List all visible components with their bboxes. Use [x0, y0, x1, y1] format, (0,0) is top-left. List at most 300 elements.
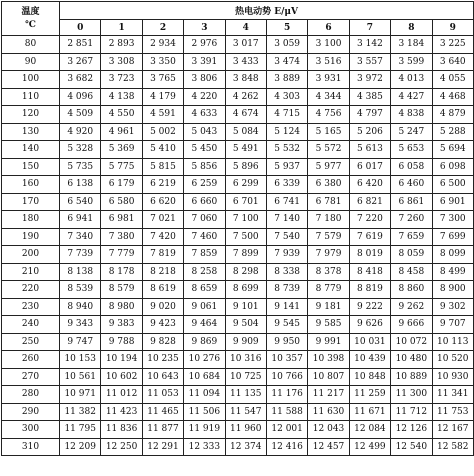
emf-value-cell: 2 976 — [184, 36, 225, 54]
emf-value-cell: 6 179 — [101, 176, 142, 194]
emf-value-cell: 3 391 — [184, 53, 225, 71]
emf-value-cell: 6 981 — [101, 211, 142, 229]
emf-value-cell: 4 550 — [101, 106, 142, 124]
emf-value-cell: 12 209 — [60, 438, 101, 456]
column-header-8: 8 — [391, 20, 432, 36]
table-row — [2, 123, 474, 141]
temperature-cell: 130 — [2, 123, 60, 141]
emf-value-cell: 12 374 — [225, 438, 266, 456]
emf-value-cell: 10 520 — [432, 351, 474, 369]
emf-value-cell: 3 848 — [225, 71, 266, 89]
emf-value-cell: 12 001 — [266, 421, 307, 439]
emf-value-cell: 5 165 — [308, 123, 349, 141]
emf-value-cell: 6 500 — [432, 176, 474, 194]
emf-value-cell: 12 291 — [142, 438, 183, 456]
emf-value-cell: 5 775 — [101, 158, 142, 176]
emf-value-cell: 10 602 — [101, 368, 142, 386]
temperature-cell: 230 — [2, 298, 60, 316]
emf-value-cell: 7 859 — [184, 246, 225, 264]
column-header-row — [2, 20, 474, 36]
column-header-2: 2 — [142, 20, 183, 36]
emf-value-cell: 12 167 — [432, 421, 474, 439]
emf-value-cell: 10 684 — [184, 368, 225, 386]
table-row — [2, 316, 474, 334]
emf-value-cell: 4 797 — [349, 106, 390, 124]
emf-value-cell: 6 620 — [142, 193, 183, 211]
emf-value-cell: 10 561 — [60, 368, 101, 386]
emf-value-cell: 9 788 — [101, 333, 142, 351]
emf-value-cell: 4 179 — [142, 88, 183, 106]
emf-value-cell: 6 741 — [266, 193, 307, 211]
emf-value-cell: 4 138 — [101, 88, 142, 106]
emf-value-cell: 8 418 — [349, 263, 390, 281]
emf-value-cell: 12 499 — [349, 438, 390, 456]
emf-value-cell: 8 019 — [349, 246, 390, 264]
temperature-cell: 180 — [2, 211, 60, 229]
emf-value-cell: 5 532 — [266, 141, 307, 159]
emf-value-cell: 11 795 — [60, 421, 101, 439]
emf-value-cell: 4 220 — [184, 88, 225, 106]
emf-value-cell: 9 747 — [60, 333, 101, 351]
emf-value-cell: 7 420 — [142, 228, 183, 246]
emf-value-cell: 4 468 — [432, 88, 474, 106]
emf-value-cell: 3 640 — [432, 53, 474, 71]
emf-value-cell: 4 262 — [225, 88, 266, 106]
emf-value-cell: 6 259 — [184, 176, 225, 194]
emf-value-cell: 7 260 — [391, 211, 432, 229]
temperature-cell: 90 — [2, 53, 60, 71]
emf-value-cell: 10 357 — [266, 351, 307, 369]
emf-value-cell: 6 660 — [184, 193, 225, 211]
emf-value-cell: 11 671 — [349, 403, 390, 421]
temperature-cell: 260 — [2, 351, 60, 369]
emf-value-cell: 10 439 — [349, 351, 390, 369]
emf-value-cell: 3 682 — [60, 71, 101, 89]
emf-value-cell: 3 059 — [266, 36, 307, 54]
emf-value-cell: 9 828 — [142, 333, 183, 351]
table-row — [2, 298, 474, 316]
emf-value-cell: 8 940 — [60, 298, 101, 316]
emf-value-cell: 9 020 — [142, 298, 183, 316]
emf-value-cell: 5 937 — [266, 158, 307, 176]
emf-value-cell: 3 723 — [101, 71, 142, 89]
table-row — [2, 141, 474, 159]
emf-value-cell: 6 861 — [391, 193, 432, 211]
emf-value-cell: 11 053 — [142, 386, 183, 404]
temperature-unit: ℃ — [25, 19, 36, 30]
emf-value-cell: 9 950 — [266, 333, 307, 351]
emf-value-cell: 6 460 — [391, 176, 432, 194]
emf-value-cell: 8 819 — [349, 281, 390, 299]
emf-value-cell: 11 259 — [349, 386, 390, 404]
emf-value-cell: 10 276 — [184, 351, 225, 369]
emf-value-cell: 7 340 — [60, 228, 101, 246]
emf-value-cell: 9 302 — [432, 298, 474, 316]
table-row — [2, 88, 474, 106]
emf-value-cell: 7 220 — [349, 211, 390, 229]
emf-value-cell: 2 893 — [101, 36, 142, 54]
emf-value-cell: 5 491 — [225, 141, 266, 159]
emf-value-cell: 7 779 — [101, 246, 142, 264]
temperature-cell: 100 — [2, 71, 60, 89]
emf-value-cell: 8 900 — [432, 281, 474, 299]
table-row — [2, 228, 474, 246]
emf-value-cell: 5 977 — [308, 158, 349, 176]
emf-value-cell: 5 815 — [142, 158, 183, 176]
temperature-cell: 200 — [2, 246, 60, 264]
emf-value-cell: 12 582 — [432, 438, 474, 456]
emf-value-cell: 7 819 — [142, 246, 183, 264]
emf-value-cell: 12 540 — [391, 438, 432, 456]
thermocouple-emf-table — [1, 1, 474, 456]
temperature-cell: 160 — [2, 176, 60, 194]
emf-value-cell: 4 096 — [60, 88, 101, 106]
emf-value-cell: 12 333 — [184, 438, 225, 456]
emf-value-cell: 3 474 — [266, 53, 307, 71]
emf-value-cell: 5 124 — [266, 123, 307, 141]
emf-value-cell: 8 378 — [308, 263, 349, 281]
emf-value-cell: 10 807 — [308, 368, 349, 386]
emf-value-cell: 9 101 — [225, 298, 266, 316]
temperature-cell: 80 — [2, 36, 60, 54]
emf-value-cell: 7 979 — [308, 246, 349, 264]
emf-value-cell: 11 341 — [432, 386, 474, 404]
temperature-cell: 240 — [2, 316, 60, 334]
emf-value-cell: 3 931 — [308, 71, 349, 89]
emf-value-cell: 9 707 — [432, 316, 474, 334]
emf-value-cell: 3 765 — [142, 71, 183, 89]
emf-value-cell: 6 219 — [142, 176, 183, 194]
emf-value-cell: 9 666 — [391, 316, 432, 334]
table-row — [2, 158, 474, 176]
emf-value-cell: 10 725 — [225, 368, 266, 386]
emf-value-cell: 6 380 — [308, 176, 349, 194]
emf-value-cell: 5 288 — [432, 123, 474, 141]
emf-value-cell: 10 194 — [101, 351, 142, 369]
emf-value-cell: 3 972 — [349, 71, 390, 89]
emf-value-cell: 11 465 — [142, 403, 183, 421]
emf-value-cell: 9 181 — [308, 298, 349, 316]
emf-value-cell: 8 980 — [101, 298, 142, 316]
emf-value-cell: 3 806 — [184, 71, 225, 89]
column-header-6: 6 — [308, 20, 349, 36]
temperature-cell: 140 — [2, 141, 60, 159]
table-row — [2, 386, 474, 404]
emf-value-cell: 9 061 — [184, 298, 225, 316]
emf-value-cell: 4 674 — [225, 106, 266, 124]
emf-value-cell: 10 971 — [60, 386, 101, 404]
emf-value-cell: 4 961 — [101, 123, 142, 141]
temperature-cell: 170 — [2, 193, 60, 211]
emf-value-cell: 12 250 — [101, 438, 142, 456]
emf-value-cell: 8 619 — [142, 281, 183, 299]
emf-value-cell: 11 547 — [225, 403, 266, 421]
emf-value-cell: 3 142 — [349, 36, 390, 54]
emf-value-cell: 8 499 — [432, 263, 474, 281]
emf-value-cell: 11 588 — [266, 403, 307, 421]
emf-value-cell: 9 991 — [308, 333, 349, 351]
emf-value-cell: 7 100 — [225, 211, 266, 229]
column-header-9: 9 — [432, 20, 474, 36]
table-row — [2, 438, 474, 456]
emf-value-cell: 7 699 — [432, 228, 474, 246]
emf-value-cell: 8 458 — [391, 263, 432, 281]
emf-value-cell: 5 043 — [184, 123, 225, 141]
emf-value-cell: 8 659 — [184, 281, 225, 299]
emf-value-cell: 7 659 — [391, 228, 432, 246]
emf-value-cell: 10 398 — [308, 351, 349, 369]
emf-value-cell: 3 017 — [225, 36, 266, 54]
temperature-cell: 190 — [2, 228, 60, 246]
emf-value-cell: 9 262 — [391, 298, 432, 316]
emf-value-cell: 8 739 — [266, 281, 307, 299]
column-header-7: 7 — [349, 20, 390, 36]
emf-value-cell: 8 258 — [184, 263, 225, 281]
temperature-cell: 150 — [2, 158, 60, 176]
table-row — [2, 71, 474, 89]
emf-value-cell: 7 619 — [349, 228, 390, 246]
emf-value-cell: 5 653 — [391, 141, 432, 159]
emf-value-cell: 9 909 — [225, 333, 266, 351]
emf-value-cell: 7 579 — [308, 228, 349, 246]
emf-value-cell: 5 856 — [184, 158, 225, 176]
emf-value-cell: 5 084 — [225, 123, 266, 141]
emf-value-cell: 4 879 — [432, 106, 474, 124]
table-row — [2, 36, 474, 54]
emf-value-cell: 9 423 — [142, 316, 183, 334]
table-row — [2, 403, 474, 421]
emf-value-cell: 3 433 — [225, 53, 266, 71]
emf-value-cell: 7 140 — [266, 211, 307, 229]
emf-value-cell: 5 410 — [142, 141, 183, 159]
table-row — [2, 351, 474, 369]
table-row — [2, 246, 474, 264]
temperature-cell: 210 — [2, 263, 60, 281]
emf-value-cell: 12 416 — [266, 438, 307, 456]
emf-value-cell: 11 094 — [184, 386, 225, 404]
emf-value-cell: 10 153 — [60, 351, 101, 369]
emf-value-cell: 3 100 — [308, 36, 349, 54]
emf-value-cell: 8 218 — [142, 263, 183, 281]
emf-value-cell: 6 017 — [349, 158, 390, 176]
emf-value-cell: 10 766 — [266, 368, 307, 386]
temperature-cell: 220 — [2, 281, 60, 299]
emf-value-cell: 12 126 — [391, 421, 432, 439]
temperature-cell: 290 — [2, 403, 60, 421]
emf-value-cell: 11 960 — [225, 421, 266, 439]
emf-value-cell: 2 934 — [142, 36, 183, 54]
emf-value-cell: 10 848 — [349, 368, 390, 386]
emf-value-cell: 11 217 — [308, 386, 349, 404]
temperature-cell: 120 — [2, 106, 60, 124]
emf-value-cell: 10 480 — [391, 351, 432, 369]
emf-value-cell: 6 339 — [266, 176, 307, 194]
emf-value-cell: 11 423 — [101, 403, 142, 421]
emf-value-cell: 5 369 — [101, 141, 142, 159]
emf-value-cell: 8 298 — [225, 263, 266, 281]
emf-value-cell: 10 643 — [142, 368, 183, 386]
emf-value-cell: 9 869 — [184, 333, 225, 351]
emf-value-cell: 8 099 — [432, 246, 474, 264]
emf-value-cell: 10 316 — [225, 351, 266, 369]
emf-value-cell: 4 838 — [391, 106, 432, 124]
table-row — [2, 421, 474, 439]
emf-value-cell: 11 300 — [391, 386, 432, 404]
temperature-label: 温度 — [21, 6, 40, 17]
emf-value-cell: 8 138 — [60, 263, 101, 281]
emf-value-cell: 5 694 — [432, 141, 474, 159]
emf-value-cell: 8 338 — [266, 263, 307, 281]
emf-value-cell: 6 098 — [432, 158, 474, 176]
table-row — [2, 333, 474, 351]
emf-value-cell: 4 055 — [432, 71, 474, 89]
emf-value-cell: 11 176 — [266, 386, 307, 404]
emf-value-cell: 9 141 — [266, 298, 307, 316]
emf-value-cell: 3 267 — [60, 53, 101, 71]
emf-value-cell: 4 344 — [308, 88, 349, 106]
emf-value-cell: 6 781 — [308, 193, 349, 211]
emf-value-cell: 11 506 — [184, 403, 225, 421]
emf-value-cell: 7 739 — [60, 246, 101, 264]
emf-value-cell: 3 599 — [391, 53, 432, 71]
temperature-cell: 310 — [2, 438, 60, 456]
column-header-0: 0 — [60, 20, 101, 36]
emf-value-cell: 5 328 — [60, 141, 101, 159]
emf-value-cell: 11 382 — [60, 403, 101, 421]
emf-value-cell: 9 222 — [349, 298, 390, 316]
table-row — [2, 193, 474, 211]
emf-value-cell: 7 939 — [266, 246, 307, 264]
emf-value-cell: 11 012 — [101, 386, 142, 404]
emf-value-cell: 3 516 — [308, 53, 349, 71]
emf-value-cell: 6 941 — [60, 211, 101, 229]
emf-value-cell: 9 585 — [308, 316, 349, 334]
table-body — [2, 36, 474, 456]
emf-value-cell: 6 580 — [101, 193, 142, 211]
table-row — [2, 53, 474, 71]
emf-value-cell: 2 851 — [60, 36, 101, 54]
emf-value-cell: 4 509 — [60, 106, 101, 124]
emf-value-cell: 8 579 — [101, 281, 142, 299]
table-header — [2, 2, 474, 36]
emf-value-cell: 8 699 — [225, 281, 266, 299]
emf-value-cell: 7 180 — [308, 211, 349, 229]
emf-value-cell: 7 021 — [142, 211, 183, 229]
table-row — [2, 176, 474, 194]
emf-value-cell: 10 889 — [391, 368, 432, 386]
emf-value-cell: 5 735 — [60, 158, 101, 176]
emf-value-cell: 9 383 — [101, 316, 142, 334]
emf-value-cell: 10 113 — [432, 333, 474, 351]
column-header-5: 5 — [266, 20, 307, 36]
emf-value-cell: 12 457 — [308, 438, 349, 456]
emf-value-cell: 6 540 — [60, 193, 101, 211]
emf-value-cell: 4 756 — [308, 106, 349, 124]
temperature-cell: 300 — [2, 421, 60, 439]
emf-value-cell: 7 300 — [432, 211, 474, 229]
emf-value-cell: 3 889 — [266, 71, 307, 89]
emf-value-cell: 11 877 — [142, 421, 183, 439]
emf-value-cell: 9 464 — [184, 316, 225, 334]
table-row — [2, 106, 474, 124]
column-header-1: 1 — [101, 20, 142, 36]
emf-value-cell: 6 058 — [391, 158, 432, 176]
emf-value-cell: 9 504 — [225, 316, 266, 334]
column-header-4: 4 — [225, 20, 266, 36]
emf-value-cell: 4 427 — [391, 88, 432, 106]
temperature-header — [2, 2, 60, 36]
emf-value-cell: 5 206 — [349, 123, 390, 141]
emf-value-cell: 11 630 — [308, 403, 349, 421]
emf-value-cell: 11 135 — [225, 386, 266, 404]
emf-value-cell: 4 303 — [266, 88, 307, 106]
emf-value-cell: 6 821 — [349, 193, 390, 211]
emf-value-cell: 7 500 — [225, 228, 266, 246]
temperature-cell: 110 — [2, 88, 60, 106]
emf-value-cell: 5 002 — [142, 123, 183, 141]
emf-value-cell: 5 572 — [308, 141, 349, 159]
emf-value-cell: 11 919 — [184, 421, 225, 439]
emf-value-cell: 6 138 — [60, 176, 101, 194]
emf-value-cell: 9 343 — [60, 316, 101, 334]
emf-value-cell: 4 633 — [184, 106, 225, 124]
temperature-cell: 270 — [2, 368, 60, 386]
column-header-3: 3 — [184, 20, 225, 36]
temperature-cell: 280 — [2, 386, 60, 404]
emf-value-cell: 5 896 — [225, 158, 266, 176]
emf-value-cell: 9 545 — [266, 316, 307, 334]
emf-value-cell: 8 059 — [391, 246, 432, 264]
emf-value-cell: 4 013 — [391, 71, 432, 89]
emf-value-cell: 6 901 — [432, 193, 474, 211]
emf-value-cell: 5 613 — [349, 141, 390, 159]
emf-value-cell: 8 539 — [60, 281, 101, 299]
temperature-cell: 250 — [2, 333, 60, 351]
emf-value-cell: 3 184 — [391, 36, 432, 54]
emf-value-cell: 5 247 — [391, 123, 432, 141]
emf-value-cell: 11 753 — [432, 403, 474, 421]
table-row — [2, 281, 474, 299]
emf-value-cell: 8 178 — [101, 263, 142, 281]
emf-value-cell: 12 043 — [308, 421, 349, 439]
emf-value-cell: 3 350 — [142, 53, 183, 71]
emf-value-cell: 6 420 — [349, 176, 390, 194]
emf-value-cell: 3 225 — [432, 36, 474, 54]
emf-value-cell: 4 385 — [349, 88, 390, 106]
table-row — [2, 368, 474, 386]
emf-value-cell: 10 031 — [349, 333, 390, 351]
table-row — [2, 263, 474, 281]
emf-value-cell: 12 084 — [349, 421, 390, 439]
emf-value-cell: 8 779 — [308, 281, 349, 299]
emf-value-cell: 10 930 — [432, 368, 474, 386]
emf-value-cell: 3 308 — [101, 53, 142, 71]
emf-value-cell: 7 460 — [184, 228, 225, 246]
emf-value-cell: 11 712 — [391, 403, 432, 421]
emf-value-cell: 4 715 — [266, 106, 307, 124]
emf-value-cell: 4 920 — [60, 123, 101, 141]
emf-value-cell: 10 072 — [391, 333, 432, 351]
emf-value-cell: 11 836 — [101, 421, 142, 439]
emf-value-cell: 6 299 — [225, 176, 266, 194]
emf-value-cell: 7 540 — [266, 228, 307, 246]
emf-value-cell: 8 860 — [391, 281, 432, 299]
emf-value-cell: 5 450 — [184, 141, 225, 159]
emf-value-cell: 3 557 — [349, 53, 390, 71]
table-row — [2, 211, 474, 229]
emf-value-cell: 6 701 — [225, 193, 266, 211]
emf-value-cell: 9 626 — [349, 316, 390, 334]
